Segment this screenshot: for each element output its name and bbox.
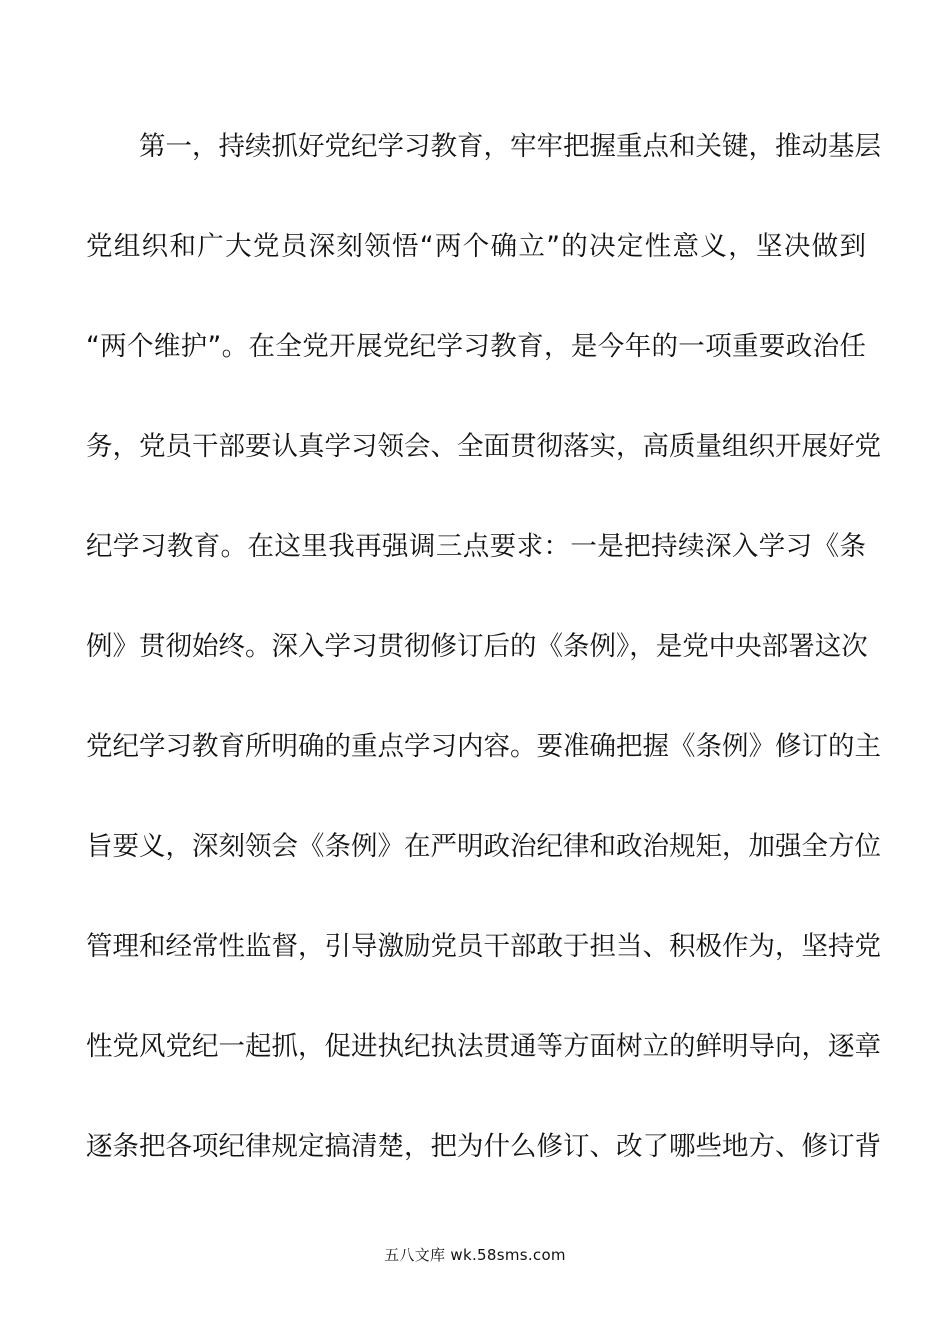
- paragraph-line-1: 第一，持续抓好党纪学习教育，牢牢把握重点和关键，推动基层: [139, 131, 881, 162]
- footer-watermark: 五八文库 wk.58sms.com: [384, 1246, 566, 1264]
- paragraph-line-5: 纪学习教育。在这里我再强调三点要求：一是把持续深入学习《条: [86, 531, 866, 562]
- paragraph-line-3: “两个维护”。在全党开展党纪学习教育，是今年的一项重要政治任: [86, 331, 866, 362]
- paragraph-line-10: 性党风党纪一起抓，促进执纪执法贯通等方面树立的鲜明导向，逐章: [86, 1031, 881, 1062]
- paragraph-line-8: 旨要义，深刻领会《条例》在严明政治纪律和政治规矩，加强全方位: [86, 831, 881, 862]
- paragraph-line-6: 例》贯彻始终。深入学习贯彻修订后的《条例》，是党中央部署这次: [86, 631, 868, 662]
- body-text: [86, 116, 881, 1216]
- paragraph-line-9: 管理和经常性监督，引导激励党员干部敢于担当、积极作为，坚持党: [86, 931, 881, 962]
- paragraph-line-2: 党组织和广大党员深刻领悟“两个确立”的决定性意义，坚决做到: [86, 231, 866, 262]
- paragraph-line-7: 党纪学习教育所明确的重点学习内容。要准确把握《条例》修订的主: [86, 731, 881, 762]
- paragraph-line-11: 逐条把各项纪律规定搞清楚，把为什么修订、改了哪些地方、修订背: [86, 1131, 881, 1162]
- paragraph-line-4: 务，党员干部要认真学习领会、全面贯彻落实，高质量组织开展好党: [86, 431, 881, 462]
